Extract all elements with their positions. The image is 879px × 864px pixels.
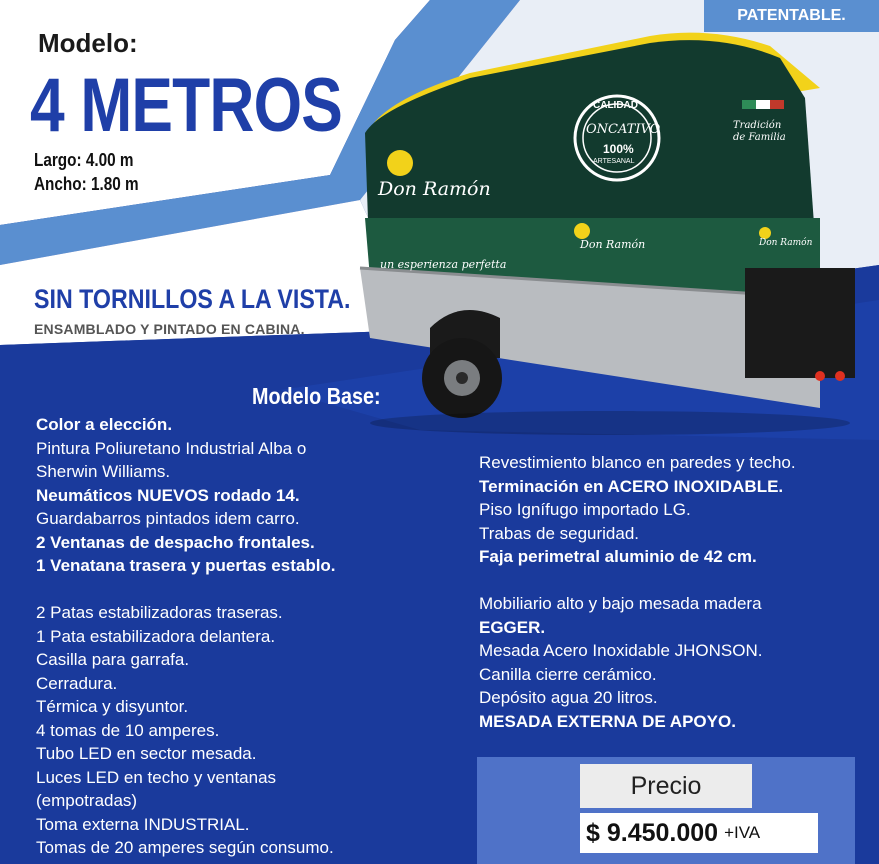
list-item: Toma externa INDUSTRIAL. — [36, 814, 250, 834]
price-label: Precio — [580, 764, 752, 808]
modelo-base-title: Modelo Base: — [252, 383, 381, 409]
features-right-list — [479, 451, 796, 733]
truck-brand-front: Don Ramón — [759, 238, 813, 248]
list-item: EGGER. — [479, 617, 546, 637]
list-item: Piso Ignífugo importado LG. — [479, 500, 691, 519]
list-item: Tubo LED en sector mesada. — [36, 744, 257, 763]
ancho-spec: Ancho: 1.80 m — [34, 174, 139, 194]
truck-brand-logo: Don Ramón — [378, 178, 491, 200]
truck-brand-small: Don Ramón — [580, 238, 646, 251]
list-item: 4 tomas de 10 amperes. — [36, 720, 220, 740]
list-item: Luces LED en techo y ventanas — [36, 767, 277, 787]
price-tax: +IVA — [724, 823, 761, 842]
modelo-label: Modelo: — [38, 28, 138, 58]
list-item: Mobiliario alto y bajo mesada madera — [479, 594, 762, 613]
list-item: MESADA EXTERNA DE APOYO. — [479, 711, 736, 731]
list-item: Terminación en ACERO INOXIDABLE. — [479, 476, 784, 496]
list-item: 2 Patas estabilizadoras traseras. — [36, 603, 283, 622]
model-name: 4 METROS — [30, 63, 343, 148]
list-item: Pintura Poliuretano Industrial Alba o — [36, 438, 307, 458]
largo-spec: Largo: 4.00 m — [34, 150, 134, 170]
patentable-badge: PATENTABLE. — [704, 0, 879, 32]
tagline-title: SIN TORNILLOS A LA VISTA. — [34, 284, 351, 314]
list-item: Color a elección. — [36, 415, 173, 434]
list-item: Faja perimetral aluminio de 42 cm. — [479, 547, 757, 566]
list-item: Revestimiento blanco en paredes y techo. — [479, 453, 796, 472]
list-item: Trabas de seguridad. — [479, 523, 640, 543]
list-item: Cerradura. — [36, 673, 118, 693]
food-trailer-image — [350, 18, 879, 438]
list-item: Casilla para garrafa. — [36, 650, 190, 669]
seal-text-top: CALIDAD — [593, 100, 638, 111]
list-item: Tomas de 20 amperes según consumo. — [36, 838, 334, 857]
list-item: (empotradas) — [36, 791, 138, 810]
list-item: Neumáticos NUEVOS rodado 14. — [36, 485, 300, 505]
list-spacer — [36, 578, 336, 602]
list-spacer — [479, 569, 796, 593]
list-item: 1 Pata estabilizadora delantera. — [36, 626, 276, 646]
price-amount: $ 9.450.000 — [586, 818, 719, 847]
seal-text-pct: 100% — [603, 142, 634, 156]
seal-text-mid: ONCATIVO — [586, 122, 661, 137]
list-item: Sherwin Williams. — [36, 462, 171, 481]
truck-slogan: un esperienza perfetta — [380, 258, 507, 271]
list-item: Canilla cierre cerámico. — [479, 664, 657, 684]
seal-text-bottom: ARTESANAL — [593, 158, 635, 165]
list-item: Mesada Acero Inoxidable JHONSON. — [479, 641, 763, 660]
tagline-subtitle: ENSAMBLADO Y PINTADO EN CABINA. — [34, 321, 305, 337]
list-item: Depósito agua 20 litros. — [479, 688, 658, 707]
list-item: 2 Ventanas de despacho frontales. — [36, 532, 315, 552]
list-item: Guardabarros pintados idem carro. — [36, 509, 300, 528]
list-item: Térmica y disyuntor. — [36, 697, 189, 716]
features-left-list — [36, 413, 336, 860]
list-item: 1 Venatana trasera y puertas establo. — [36, 556, 336, 575]
price-value-box — [580, 813, 818, 853]
truck-tradicion: Tradición de Familia — [733, 120, 786, 143]
